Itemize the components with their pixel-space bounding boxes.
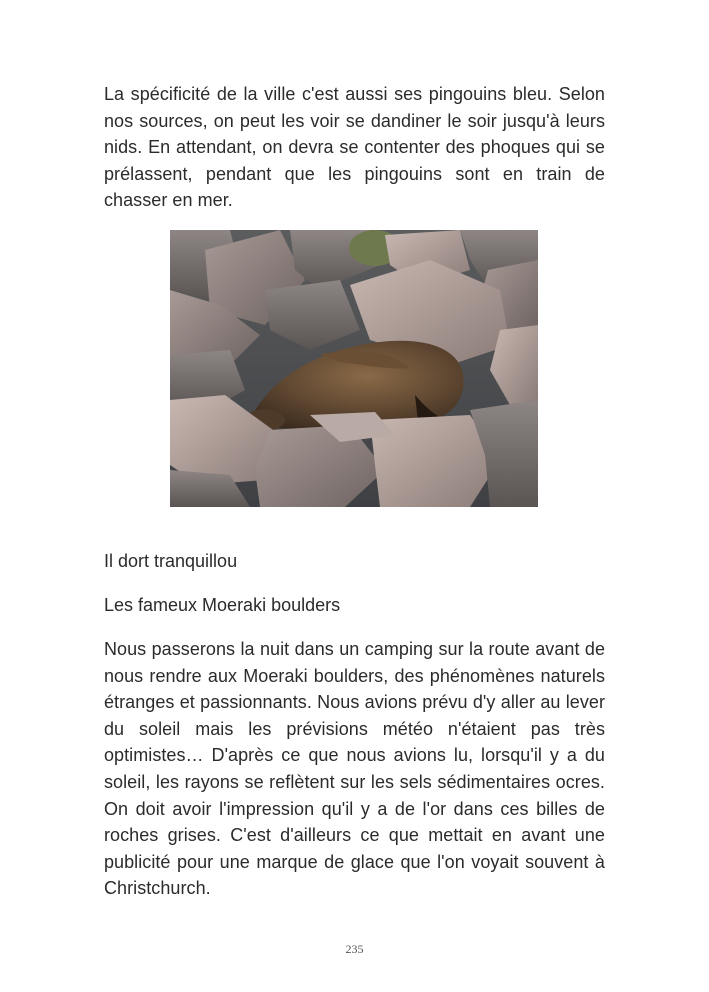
photo-caption: Il dort tranquillou [104,551,238,571]
seal-photo [170,230,538,507]
paragraph-penguins: La spécificité de la ville c'est aussi ses pingouins bleu. Selon nos sources, on peut les voir se dandiner le soir jusqu'à leurs nids. En attendant, on devra se contenter des phoques qui se prélassent, pendant que les pingouins sont en train de chasser en mer. [104,84,605,211]
page-number: 235 [345,942,364,956]
section-heading: Les fameux Moeraki boulders [104,595,341,615]
paragraph-moeraki: Nous passerons la nuit dans un camping sur la route avant de nous rendre aux Moeraki boulders, des phénomènes naturels étranges et passionnants. Nous avions prévu d'y aller au lever du soleil mais les prévisions météo n'étaient pas très optimistes… D'après ce que nous avions lu, lorsqu'il y a du soleil, les rayons se reflètent sur les sels sédimentaires ocres. On doit avoir l'impression qu'il y a de l'or dans ces billes de roches grises. C'est d'ailleurs ce que mettait en avant une publicité pour une marque de glace que l'on voyait souvent à Christchurch. [104,639,605,899]
